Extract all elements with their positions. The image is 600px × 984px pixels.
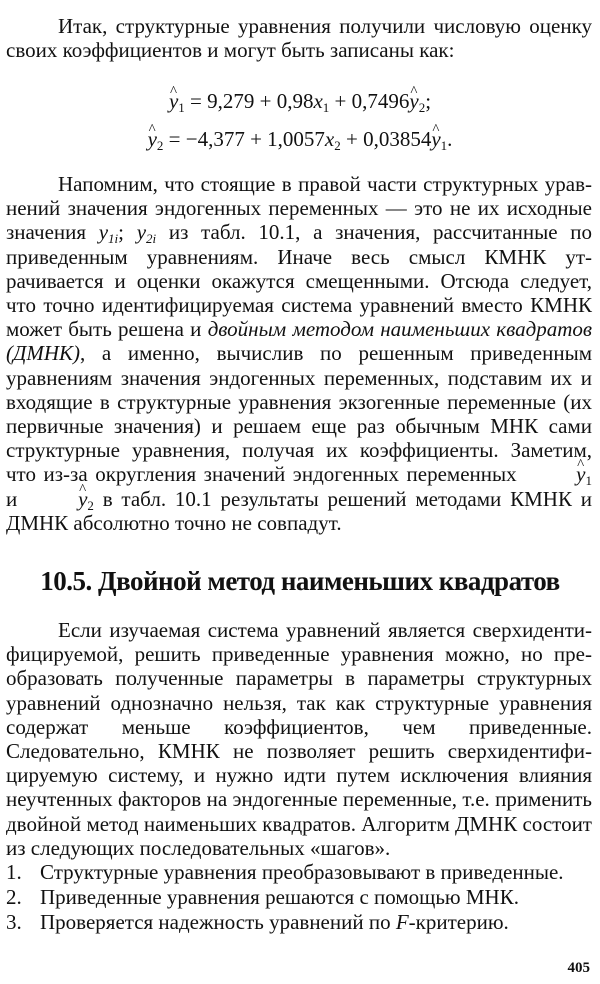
list-item: 2. Приведенные уравнения решаются с помощью МНК.: [6, 885, 519, 909]
eq2-hat-var: ^ y: [431, 126, 440, 152]
equation-2: ^ $y_2 = -4,377 + 1,0057x_2$ + 0,03854^ $y_1$.: [0, 126, 600, 152]
reminder-paragraph: Напомним, что стоящие в правой части структурных уравнений значения эндогенных переменных — это не их исходные значения $y_{1i}$; $y_{2i}$ из табл. 10.1, а значения, рассчитанные по приведенным уравнениям. Иначе весь смысл КМНК утрачивается и оценки окажутся смещенными. Отсюда следует, что точно идентифицируемая система уравнений вместо КМНК может быть решена и двойным методом наименьших квадратов (ДМНК), а именно, вычислив по решенным приведенным уравнениям значения эндогенных переменных, подставим их и входящие в структурные уравнения экзогенные переменные (их первичные значения) и решаем еще раз обычным МНК сами структурные уравнения, получая их коэффициенты. Заметим, что из-за округления значений эндогенных переменных ^ $y_1$ и ^ $y_2$ в табл. 10.1 результаты решений методами КМНК и ДМНК абсолютно точно не совпадут.: [6, 172, 592, 535]
eq1-hat-var: ^ y: [409, 88, 418, 114]
page-number: 405: [567, 960, 590, 976]
section-heading: 10.5. Двойной метод наименьших квадратов: [40, 566, 560, 596]
steps-list: [6, 860, 596, 935]
eq2-lhs: ^ y: [148, 126, 157, 152]
list-item: 1. Структурные уравнения преобразовывают в приведенные.: [6, 860, 564, 884]
list-item: 3. Проверяется надежность уравнений по F-критерию.: [6, 910, 509, 934]
equation-1: ^ $y_1 = 9,279 + 0,98x_1$ + 0,7496^ $y_2$;: [0, 88, 600, 114]
dmnk-term: двойным методом наименьших квадратов (ДМНК): [6, 317, 593, 366]
intro-paragraph: Итак, структурные уравнения получили числовую оценку своих коэффициентов и могут быть записаны как:: [6, 14, 592, 63]
eq1-lhs: ^ y: [169, 88, 178, 114]
section-paragraph: Если изучаемая система уравнений является сверхидентифицируемой, решить приведенные уравнения можно, но преобразовать полученные параметры в параметры структурных уравнений однозначно нельзя, так как структурные уравнения содержат меньше коэффициентов, чем приведенные. Следовательно, КМНК не позволяет решить сверхидентифицируемую систему, и нужно идти путем исключения влияния неучтенных факторов на эндогенные переменные, т.е. применить двойной метод наименьших квадратов. Алгоритм ДМНК состоит из следующих последовательных «шагов».: [6, 618, 592, 860]
